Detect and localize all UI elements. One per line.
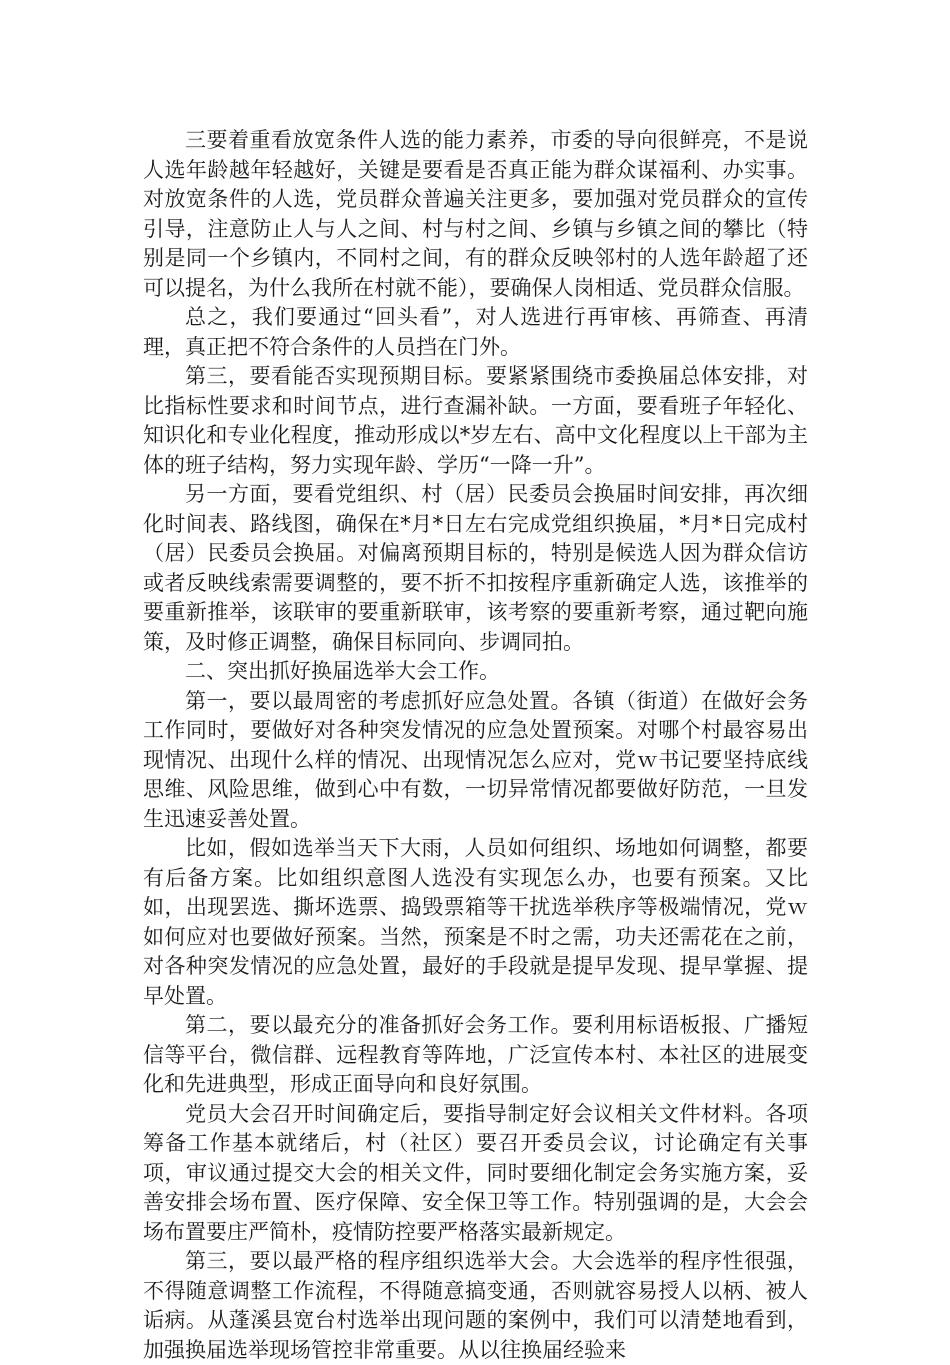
paragraph-9: 党员大会召开时间确定后，要指导制定好会议相关文件材料。各项筹备工作基本就绪后，村（社区）要召开委员会议，讨论确定有关事项，审议通过提交大会的相关文件，同时要细化制定会务实施方案，妥善安排会场布置、医疗保障、安全保卫等工作。特别强调的是，大会会场布置要庄严简朴，疫情防控要严格落实最新规定。 (143, 1101, 808, 1244)
paragraph-4: 另一方面，要看党组织、村（居）民委员会换届时间安排，再次细化时间表、路线图，确保在*月*日左右完成党组织换届，*月*日完成村（居）民委员会换届。对偏离预期目标的，特别是候选人因为群众信访或者反映线索需要调整的，要不折不扣按程序重新确定人选，该推举的要重新推举，该联审的要重新联审，该考察的要重新考察，通过靶向施策，及时修正调整，确保目标同向、步调同拍。 (143, 482, 808, 654)
paragraph-7: 比如，假如选举当天下大雨，人员如何组织、场地如何调整，都要有后备方案。比如组织意图人选没有实现怎么办，也要有预案。又比如，出现罢选、撕坏选票、捣毁票箱等干扰选举秩序等极端情况，党ｗ如何应对也要做好预案。当然，预案是不时之需，功夫还需花在之前，对各种突发情况的应急处置，最好的手段就是提早发现、提早掌握、提早处置。 (143, 836, 808, 1008)
section-heading: 二、突出抓好换届选举大会工作。 (185, 659, 500, 683)
paragraph-1: 三要着重看放宽条件人选的能力素养，市委的导向很鲜亮，不是说人选年龄越年轻越好，关键是要看是否真正能为群众谋福利、办实事。对放宽条件的人选，党员群众普遍关注更多，要加强对党员群众的宣传引导，注意防止人与人之间、村与村之间、乡镇与乡镇之间的攀比（特别是同一个乡镇内，不同村之间，有的群众反映邻村的人选年龄超了还可以提名，为什么我所在村就不能），要确保人岗相适、党员群众信服。 (143, 128, 808, 300)
paragraph-8: 第二，要以最充分的准备抓好会务工作。要利用标语板报、广播短信等平台，微信群、远程教育等阵地，广泛宣传本村、本社区的进展变化和先进典型，形成正面导向和良好氛围。 (143, 1013, 808, 1096)
paragraph-3: 第三，要看能否实现预期目标。要紧紧围绕市委换届总体安排，对比指标性要求和时间节点，进行查漏补缺。一方面，要看班子年轻化、知识化和专业化程度，推动形成以*岁左右、高中文化程度以上干部为主体的班子结构，努力实现年龄、学历“一降一升”。 (143, 364, 808, 477)
paragraph-6: 第一，要以最周密的考虑抓好应急处置。各镇（街道）在做好会务工作同时，要做好对各种突发情况的应急处置预案。对哪个村最容易出现情况、出现什么样的情况、出现情况怎么应对，党ｗ书记要坚持底线思维、风险思维，做到心中有数，一切异常情况都要做好防范，一旦发生迅速妥善处置。 (143, 688, 808, 831)
paragraph-10: 第三，要以最严格的程序组织选举大会。大会选举的程序性很强，不得随意调整工作流程，不得随意搞变通，否则就容易授人以柄、被人诟病。从蓬溪县宽台村选举出现问题的案例中，我们可以清楚地看到，加强换届选举现场管控非常重要。从以往换届经验来 (143, 1249, 808, 1362)
document-page (143, 126, 808, 1365)
paragraph-2: 总之，我们要通过“回头看”，对人选进行再审核、再筛查、再清理，真正把不符合条件的人员挡在门外。 (143, 305, 808, 359)
